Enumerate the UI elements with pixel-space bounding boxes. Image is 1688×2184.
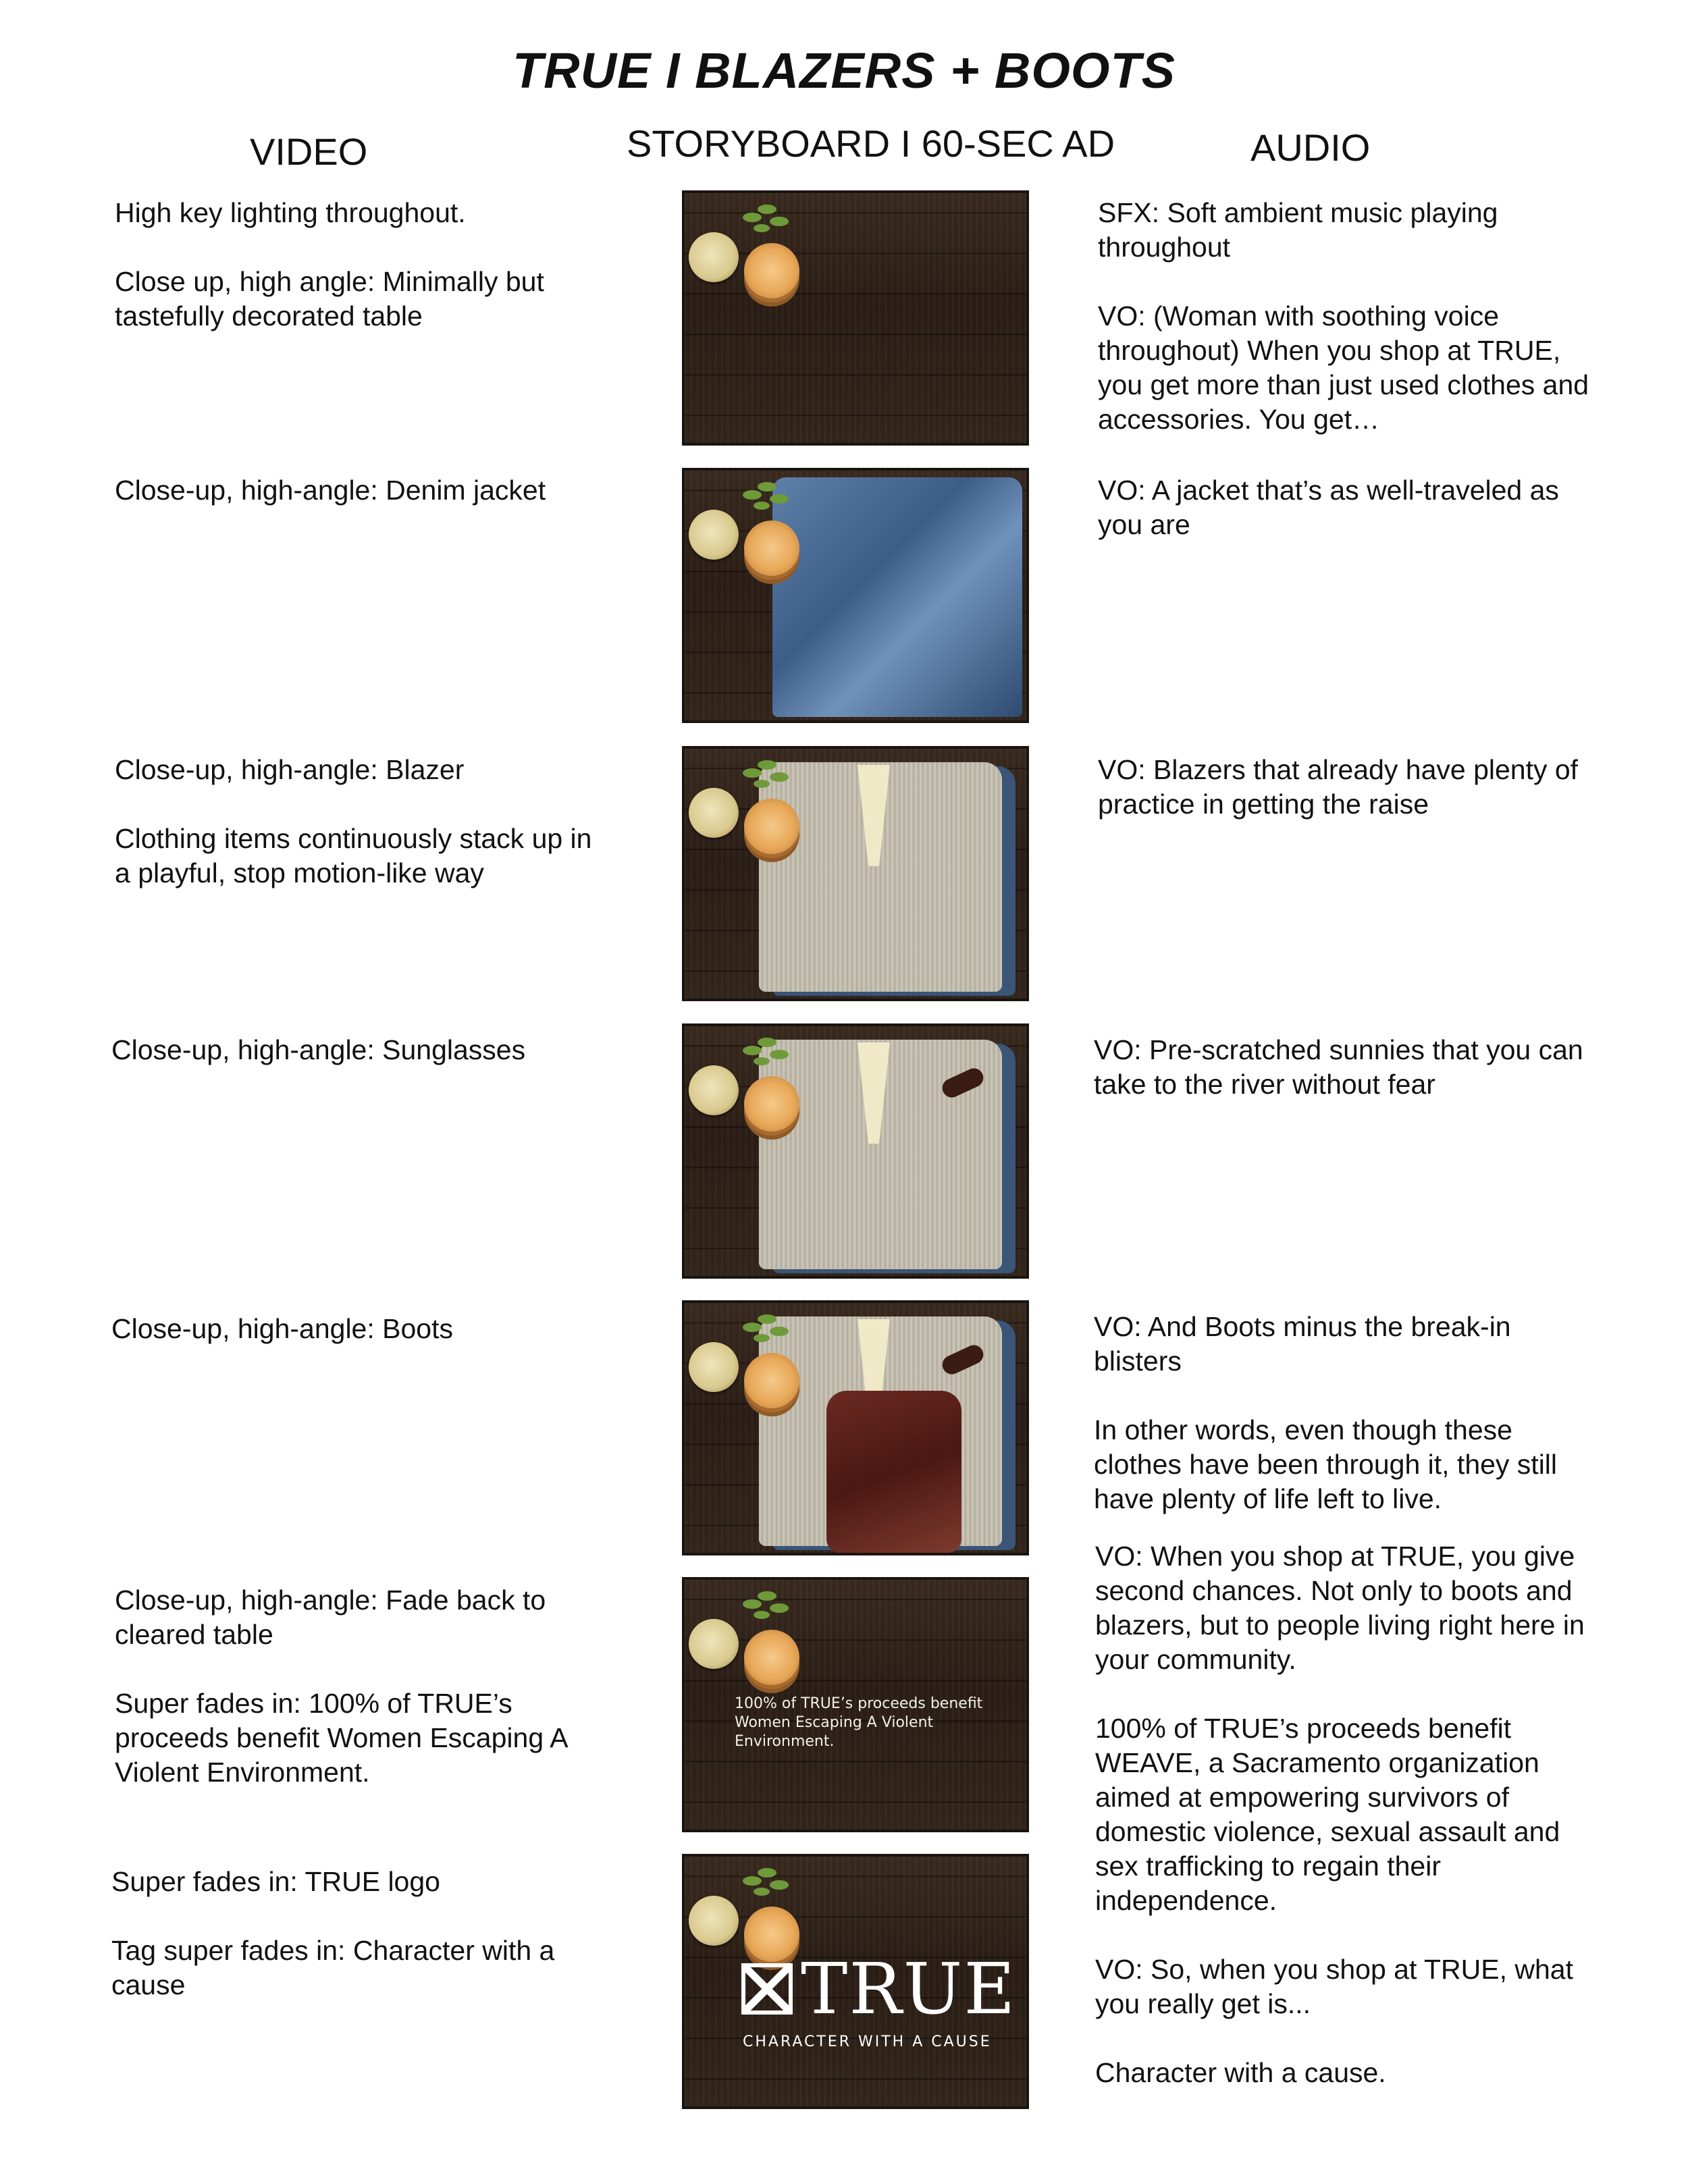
- scene-1-video-notes: [115, 196, 635, 334]
- candle: [689, 1065, 739, 1115]
- scene-1-frame: [682, 190, 1029, 446]
- coaster-stack: [744, 243, 799, 298]
- coaster-stack: [744, 1076, 799, 1131]
- scene-3-video-line: Close-up, high-angle: Blazer: [115, 754, 465, 785]
- scene-5-audio-line: In other words, even though these clothes have been through it, they still have plenty of life left to live.: [1094, 1414, 1558, 1514]
- scene-6-video-notes: [115, 1583, 635, 1790]
- scene-1-audio-line: VO: (Woman with soothing voice throughout) When you shop at TRUE, you get more than just used clothes and accessories. You get…: [1098, 300, 1589, 435]
- plant-icon: [732, 475, 797, 522]
- candle: [689, 1896, 739, 1946]
- scene-5-video-notes: [111, 1312, 631, 1346]
- scene-6-frame: [682, 1577, 1029, 1832]
- candle: [689, 510, 739, 560]
- scene-3-audio-line: VO: Blazers that already have plenty of practice in getting the raise: [1098, 754, 1579, 820]
- scene-6-audio-line: Character with a cause.: [1095, 2057, 1386, 2088]
- scene-3-audio-notes: [1098, 753, 1625, 822]
- scene-7-frame: [682, 1854, 1029, 2109]
- scene-2-audio-line: VO: A jacket that’s as well-traveled as you are: [1098, 475, 1559, 540]
- scene-1-video-line: High key lighting throughout.: [115, 197, 466, 228]
- scene-4-audio-line: VO: Pre-scratched sunnies that you can take to the river without fear: [1094, 1034, 1583, 1100]
- scene-5-frame: [682, 1300, 1029, 1555]
- scene-1-video-line: Close up, high angle: Minimally but tastefully decorated table: [115, 266, 544, 331]
- scene-6-video-line: Super fades in: 100% of TRUE’s proceeds benefit Women Escaping A Violent Environment.: [115, 1688, 569, 1788]
- scene-2-frame: [682, 468, 1029, 723]
- video-column-header: VIDEO: [250, 130, 368, 173]
- plant-icon: [732, 1861, 797, 1908]
- boots: [826, 1391, 961, 1553]
- scene-5-audio-notes: [1094, 1310, 1620, 1516]
- scene-2-audio-notes: [1098, 473, 1625, 542]
- denim-jacket: [772, 477, 1022, 717]
- candle: [689, 788, 739, 838]
- scene-7-video-line: Tag super fades in: Character with a cause: [111, 1935, 555, 2000]
- scene-6-audio-line: VO: When you shop at TRUE, you give second chances. Not only to boots and blazers, but to people living right here in your community.: [1095, 1541, 1585, 1675]
- true-logo-tagline: CHARACTER WITH A CAUSE: [743, 2033, 992, 2050]
- candle: [689, 232, 739, 282]
- plant-icon: [732, 197, 797, 244]
- scene-3-video-notes: [115, 753, 635, 890]
- scene-4-video-notes: [111, 1033, 631, 1067]
- audio-column-header: AUDIO: [1250, 126, 1371, 169]
- candle: [689, 1619, 739, 1669]
- plant-icon: [732, 1584, 797, 1631]
- scene-5-video-line: Close-up, high-angle: Boots: [111, 1313, 453, 1344]
- coaster-stack: [744, 1907, 799, 1962]
- scene-1-audio-notes: [1098, 196, 1625, 437]
- page-title: TRUE I BLAZERS + BOOTS: [512, 43, 1176, 99]
- scene-4-frame: [682, 1023, 1029, 1279]
- coaster-stack: [744, 1353, 799, 1408]
- scene-4-video-line: Close-up, high-angle: Sunglasses: [111, 1034, 526, 1065]
- true-logo: [741, 1948, 1017, 2086]
- scene-6-audio-line: VO: So, when you shop at TRUE, what you really get is...: [1095, 1954, 1573, 2019]
- scene-7-video-notes: [111, 1865, 631, 2002]
- plant-icon: [732, 1307, 797, 1354]
- candle: [689, 1342, 739, 1392]
- true-logo-mark-icon: [741, 1963, 793, 2015]
- plant-icon: [732, 1030, 797, 1077]
- scene-6-audio-notes: [1095, 1539, 1622, 2090]
- plant-icon: [732, 753, 797, 800]
- scene-3-video-line: Clothing items continuously stack up in a playful, stop motion-like way: [115, 823, 592, 888]
- scene-4-audio-notes: [1094, 1033, 1620, 1102]
- scene-2-video-notes: [115, 473, 635, 508]
- scene-6-audio-line: 100% of TRUE’s proceeds benefit WEAVE, a Sacramento organization aimed at empowering survivors of domestic violence, sexual assault and sex trafficking to regain their independence.: [1095, 1713, 1560, 1916]
- scene-2-video-line: Close-up, high-angle: Denim jacket: [115, 475, 546, 506]
- scene-6-video-line: Close-up, high-angle: Fade back to cleared table: [115, 1584, 546, 1650]
- storyboard-column-header: STORYBOARD I 60-SEC AD: [627, 122, 1115, 165]
- scene-3-frame: [682, 746, 1029, 1001]
- super-text: 100% of TRUE’s proceeds benefit Women Escaping A Violent Environment.: [735, 1695, 983, 1750]
- coaster-stack: [744, 521, 799, 576]
- coaster-stack: [744, 799, 799, 854]
- scene-5-audio-line: VO: And Boots minus the break-in blisters: [1094, 1311, 1511, 1377]
- true-logo-wordmark: TRUE: [801, 1948, 1017, 2030]
- coaster-stack: [744, 1630, 799, 1685]
- scene-1-audio-line: SFX: Soft ambient music playing throughout: [1098, 197, 1498, 263]
- scene-7-video-line: Super fades in: TRUE logo: [111, 1866, 440, 1897]
